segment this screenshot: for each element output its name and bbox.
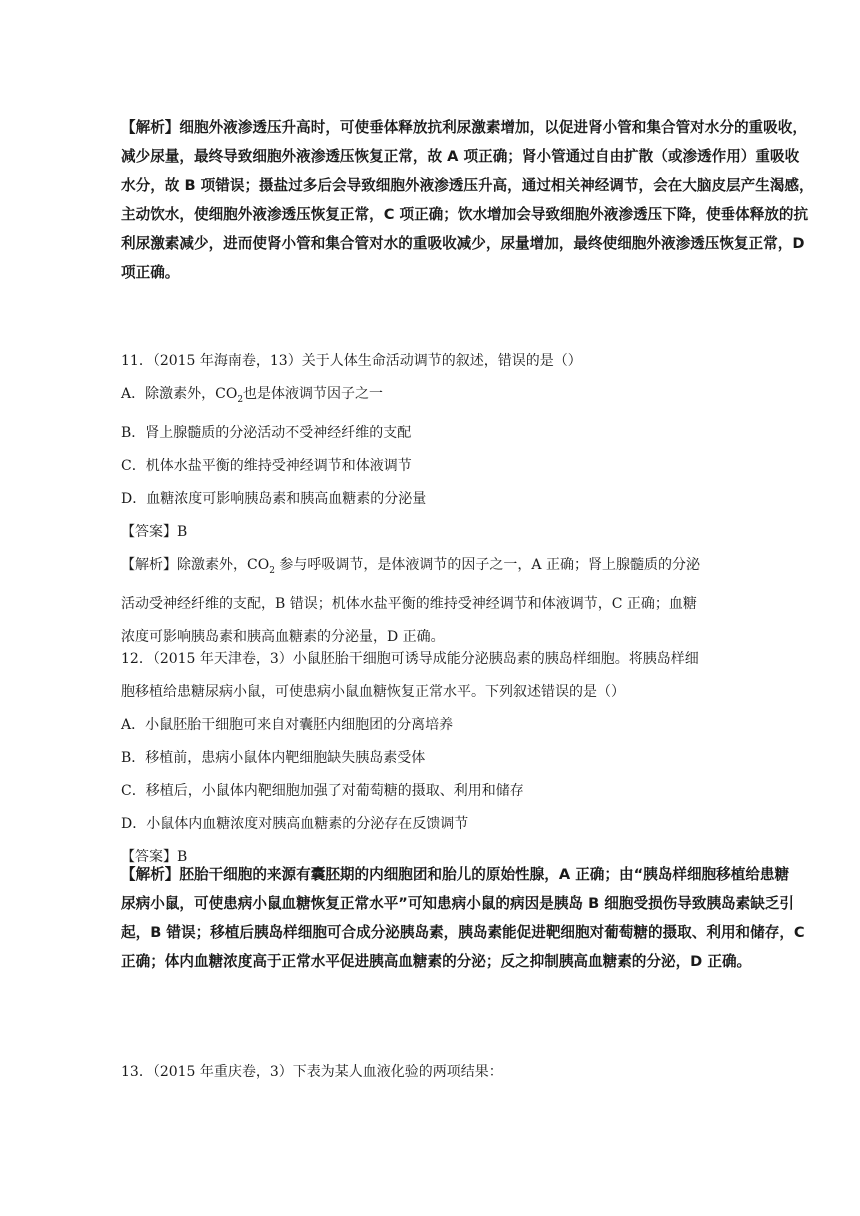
question-12-analysis-line-1 [121,860,805,889]
question-11 [121,345,700,654]
analysis-text: 参与呼吸调节，是体液调节的因子之一，A 正确；肾上腺髓质的分泌 [274,556,700,573]
question-11-stem: 11．（2015 年海南卷，13）关于人体生命活动调节的叙述，错误的是（） [121,353,582,369]
analysis-tag: 【解析】 [121,556,177,573]
question-12-option-c: C．移植后，小鼠体内靶细胞加强了对葡萄糖的摄取、利用和储存 [121,783,524,799]
question-12-option-b: B．移植前，患病小鼠体内靶细胞缺失胰岛素受体 [121,750,426,766]
subscript: 2 [237,394,244,405]
question-12-analysis [121,860,805,976]
question-12-option-a: A．小鼠胚胎干细胞可来自对囊胚内细胞团的分离培养 [121,717,454,733]
analysis-text: 胚胎干细胞的来源有囊胚期的内细胞团和胎儿的原始性腺，A 正确；由“胰岛样细胞移植给患糖 [179,866,790,883]
question-12-analysis-line-3: 起，B 错误；移植后胰岛样细胞可合成分泌胰岛素，胰岛素能促进靶细胞对葡萄糖的摄取、利用和储存，C [121,924,805,941]
option-text: 也是体液调节因子之一 [243,386,384,402]
analysis-q10-line-3: 水分，故 B 项错误；摄盐过多后会导致细胞外液渗透压升高，通过相关神经调节，会在大脑皮层产生渴感， [121,177,814,194]
analysis-q10-line-5: 利尿激素减少，进而使肾小管和集合管对水的重吸收减少，尿量增加，最终使细胞外液渗透压恢复正常，D [121,235,805,252]
answer-tag: 【答案】 [121,849,177,865]
answer-tag: 【答案】 [121,523,177,540]
question-13 [121,1056,503,1089]
analysis-q10-line-4: 主动饮水，使细胞外液渗透压恢复正常，C 项正确；饮水增加会导致细胞外液渗透压下降，使垂体释放的抗 [121,206,809,223]
analysis-text: 细胞外液渗透压升高时，可使垂体释放抗利尿激素增加，以促进肾小管和集合管对水分的重吸收， [179,119,807,136]
question-11-analysis-line-3: 浓度可影响胰岛素和胰高血糖素的分泌量，D 正确。 [121,628,445,645]
question-12-option-d: D．小鼠体内血糖浓度对胰高血糖素的分泌存在反馈调节 [121,816,469,832]
question-11-option-b: B．肾上腺髓质的分泌活动不受神经纤维的支配 [121,424,412,441]
analysis-tag: 【解析】 [121,866,180,883]
question-12-stem-line-2: 胞移植给患糖尿病小鼠，可使患病小鼠血糖恢复正常水平。下列叙述错误的是（） [121,684,625,700]
question-13-stem: 13．（2015 年重庆卷，3）下表为某人血液化验的两项结果： [121,1064,503,1080]
answer-value: B [177,523,188,540]
question-12-stem-line-1: 12．（2015 年天津卷，3）小鼠胚胎干细胞可诱导成能分泌胰岛素的胰岛样细胞。将胰岛样细 [121,651,699,667]
question-11-analysis-line-2: 活动受神经纤维的支配，B 错误；机体水盐平衡的维持受神经调节和体液调节，C 正确；血糖 [121,595,697,612]
question-12-analysis-line-2: 尿病小鼠，可使患病小鼠血糖恢复正常水平”可知患病小鼠的病因是胰岛 B 细胞受损伤导致胰岛素缺乏引 [121,895,795,912]
question-11-answer [121,516,700,549]
question-11-analysis-line-1 [121,549,700,588]
option-text: A．除激素外，CO [121,386,238,402]
analysis-text: 除激素外，CO [177,556,270,573]
analysis-tag: 【解析】 [121,119,180,136]
question-11-option-d: D．血糖浓度可影响胰岛素和胰高血糖素的分泌量 [121,490,427,507]
analysis-q10 [121,113,814,287]
question-12-analysis-line-4: 正确；体内血糖浓度高于正常水平促进胰高血糖素的分泌；反之抑制胰高血糖素的分泌，D 正确。 [121,953,752,970]
analysis-q10-line-1 [121,113,814,142]
analysis-q10-line-2: 减少尿量，最终导致细胞外液渗透压恢复正常，故 A 项正确；肾小管通过自由扩散（或渗透作用）重吸收 [121,148,800,165]
question-12 [121,643,699,874]
analysis-q10-line-6: 项正确。 [121,264,180,281]
question-11-option-c: C．机体水盐平衡的维持受神经调节和体液调节 [121,457,412,474]
subscript: 2 [269,565,275,576]
answer-value: B [177,849,188,865]
question-11-option-a [121,378,700,417]
